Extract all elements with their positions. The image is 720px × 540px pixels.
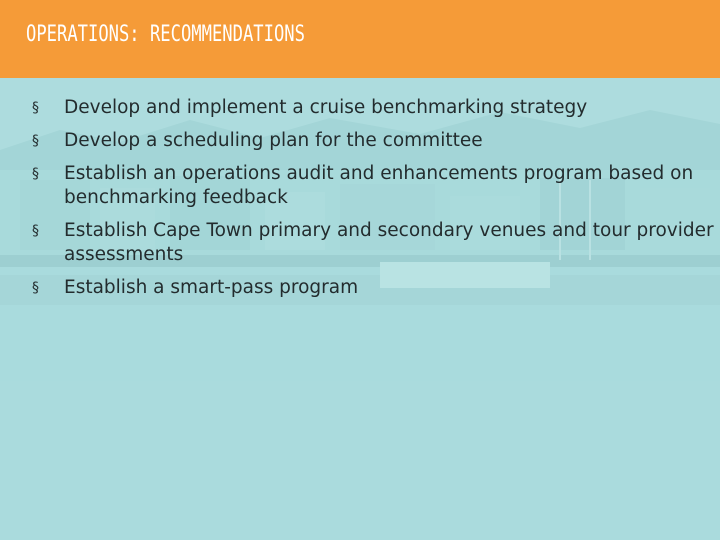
bullet-marker-icon: § [32,133,39,149]
bullet-text: Establish a smart-pass program [64,277,359,298]
bullet-item [30,276,716,300]
bullet-item [30,129,716,153]
header-bar [0,0,720,78]
slide-title: OPERATIONS: RECOMMENDATIONS [26,22,305,47]
bullet-item [30,96,716,120]
bullet-marker-icon: § [32,100,39,116]
bullet-text: Establish an operations audit and enhancements program based on benchmarking feedback [64,163,694,208]
bullet-item [30,162,716,210]
bullet-list [30,96,716,309]
bullet-text: Develop and implement a cruise benchmarking strategy [64,97,588,118]
bullet-marker-icon: § [32,223,39,239]
bullet-text: Develop a scheduling plan for the committee [64,130,483,151]
bullet-marker-icon: § [32,280,39,296]
bullet-marker-icon: § [32,166,39,182]
bullet-text: Establish Cape Town primary and secondary venues and tour provider assessments [64,220,714,265]
bullet-item [30,219,716,267]
